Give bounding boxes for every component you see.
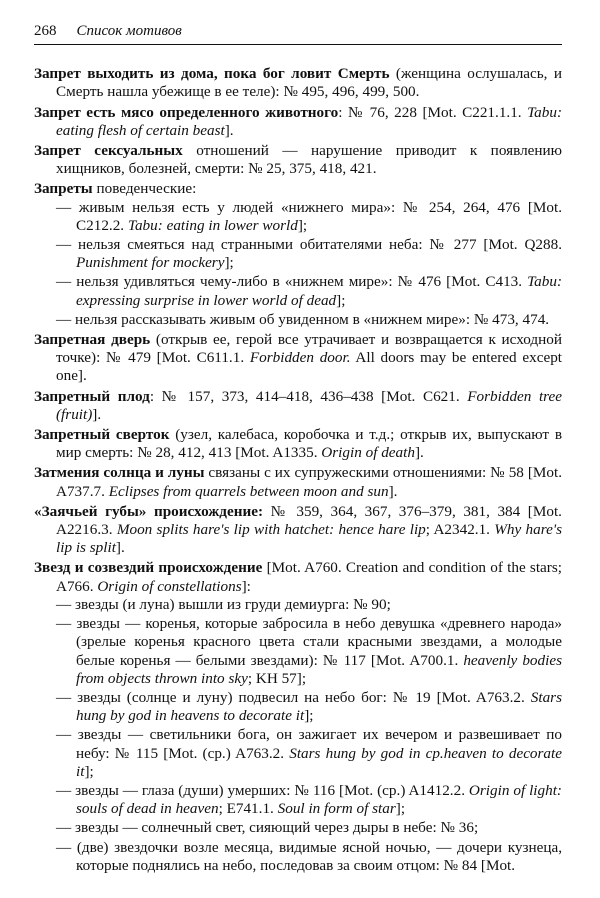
motif-subentry: — звезды — коренья, которые забросила в небо девушка «древнего народа» (зрелые коренья красного цвета стали красными звездами, а молодые белые коренья — белыми звездами): № 117 [Mot. A700.1. heavenly bodies from objects thrown into sky; KH 57]; bbox=[56, 615, 562, 687]
section-title: Список мотивов bbox=[76, 23, 182, 39]
motif-subentry: — нельзя рассказывать живым об увиденном в «нижнем мире»: № 473, 474. bbox=[56, 310, 550, 328]
motif-subentry: — нельзя удивляться чему-либо в «нижнем мире»: № 476 [Mot. C413. Tabu: expressing surprise in lower world of dead]; bbox=[56, 273, 562, 309]
motif-subentry: — звезды (солнце и луну) подвесил на небо бог: № 19 [Mot. A763.2. Stars hung by god in heavens to decorate it]; bbox=[56, 688, 562, 725]
motif-subentry: — живым нельзя есть у людей «нижнего мира»: № 254, 264, 476 [Mot. C212.2. Tabu: eating in lower world]; bbox=[56, 198, 562, 234]
motif-subentry: — звезды — глаза (души) умерших: № 116 [Mot. (ср.) A1412.2. Origin of light: souls of dead in heaven; E741.1. Soul in form of star]; bbox=[56, 781, 562, 818]
motif-subentry: — нельзя смеяться над странными обитателями неба: № 277 [Mot. Q288. Punishment for mockery]; bbox=[56, 236, 562, 272]
motif-subentry: — (две) звездочки возле месяца, видимые ясной ночью, — дочери кузнеца, которые поднялись на небо, последовав за своим отцом: № 84 [Mot. bbox=[56, 838, 562, 874]
motif-subentry: — звезды — солнечный свет, сияющий через дыры в небе: № 36; bbox=[56, 819, 479, 837]
motif-entry: Запрет выходить из дома, пока бог ловит Смерть (женщина ослушалась, и Смерть нашла убежище в ее теле): № 495, 496, 499, 500. bbox=[34, 65, 563, 101]
motif-entry: Запретный плод: № 157, 373, 414–418, 436–438 [Mot. C621. Forbidden tree (fruit)]. bbox=[34, 387, 563, 423]
motif-entry: Звезд и созвездий происхождение [Mot. A760. Creation and condition of the stars; A766. Origin of constellations]: bbox=[34, 559, 562, 595]
motif-subentry: — звезды (и луна) вышли из груди демиурга: № 90; bbox=[56, 595, 391, 613]
motif-entry: Запреты поведенческие: bbox=[34, 180, 197, 198]
motif-entry: «Заячьей губы» происхождение: № 359, 364, 367, 376–379, 381, 384 [Mot. A2216.3. Moon splits hare's lip with hatchet: hence hare lip; A2342.1. Why hare's lip is split]. bbox=[34, 502, 562, 557]
motif-entry: Запрет сексуальных отношений — нарушение приводит к появлению хищников, болезней, смерти: № 25, 375, 418, 421. bbox=[34, 142, 562, 178]
page-number: 268 bbox=[34, 23, 57, 39]
motif-list bbox=[34, 65, 562, 875]
motif-entry: Запретный сверток (узел, калебаса, коробочка и т.д.; открыв их, выпускают в мир смерть: № 28, 412, 413 [Mot. A1335. Origin of death]. bbox=[34, 426, 562, 462]
motif-entry: Запрет есть мясо определенного животного: № 76, 228 [Mot. C221.1.1. Tabu: eating flesh of certain beast]. bbox=[34, 103, 562, 139]
motif-entry: Затмения солнца и луны связаны с их супружескими отношениями: № 58 [Mot. A737.7. Eclipses from quarrels between moon and sun]. bbox=[34, 464, 562, 500]
motif-entry: Запретная дверь (открыв ее, герой все утрачивает и возвращается к исходной точке): № 479 [Mot. C611.1. Forbidden door. All doors may be entered except one]. bbox=[34, 331, 563, 385]
motif-subentry: — звезды — светильники бога, он зажигает их вечером и развешивает по небу: № 115 [Mot. (ср.) A763.2. Stars hung by god in cp.heaven to decorate it]; bbox=[56, 726, 562, 780]
running-header bbox=[34, 22, 562, 45]
